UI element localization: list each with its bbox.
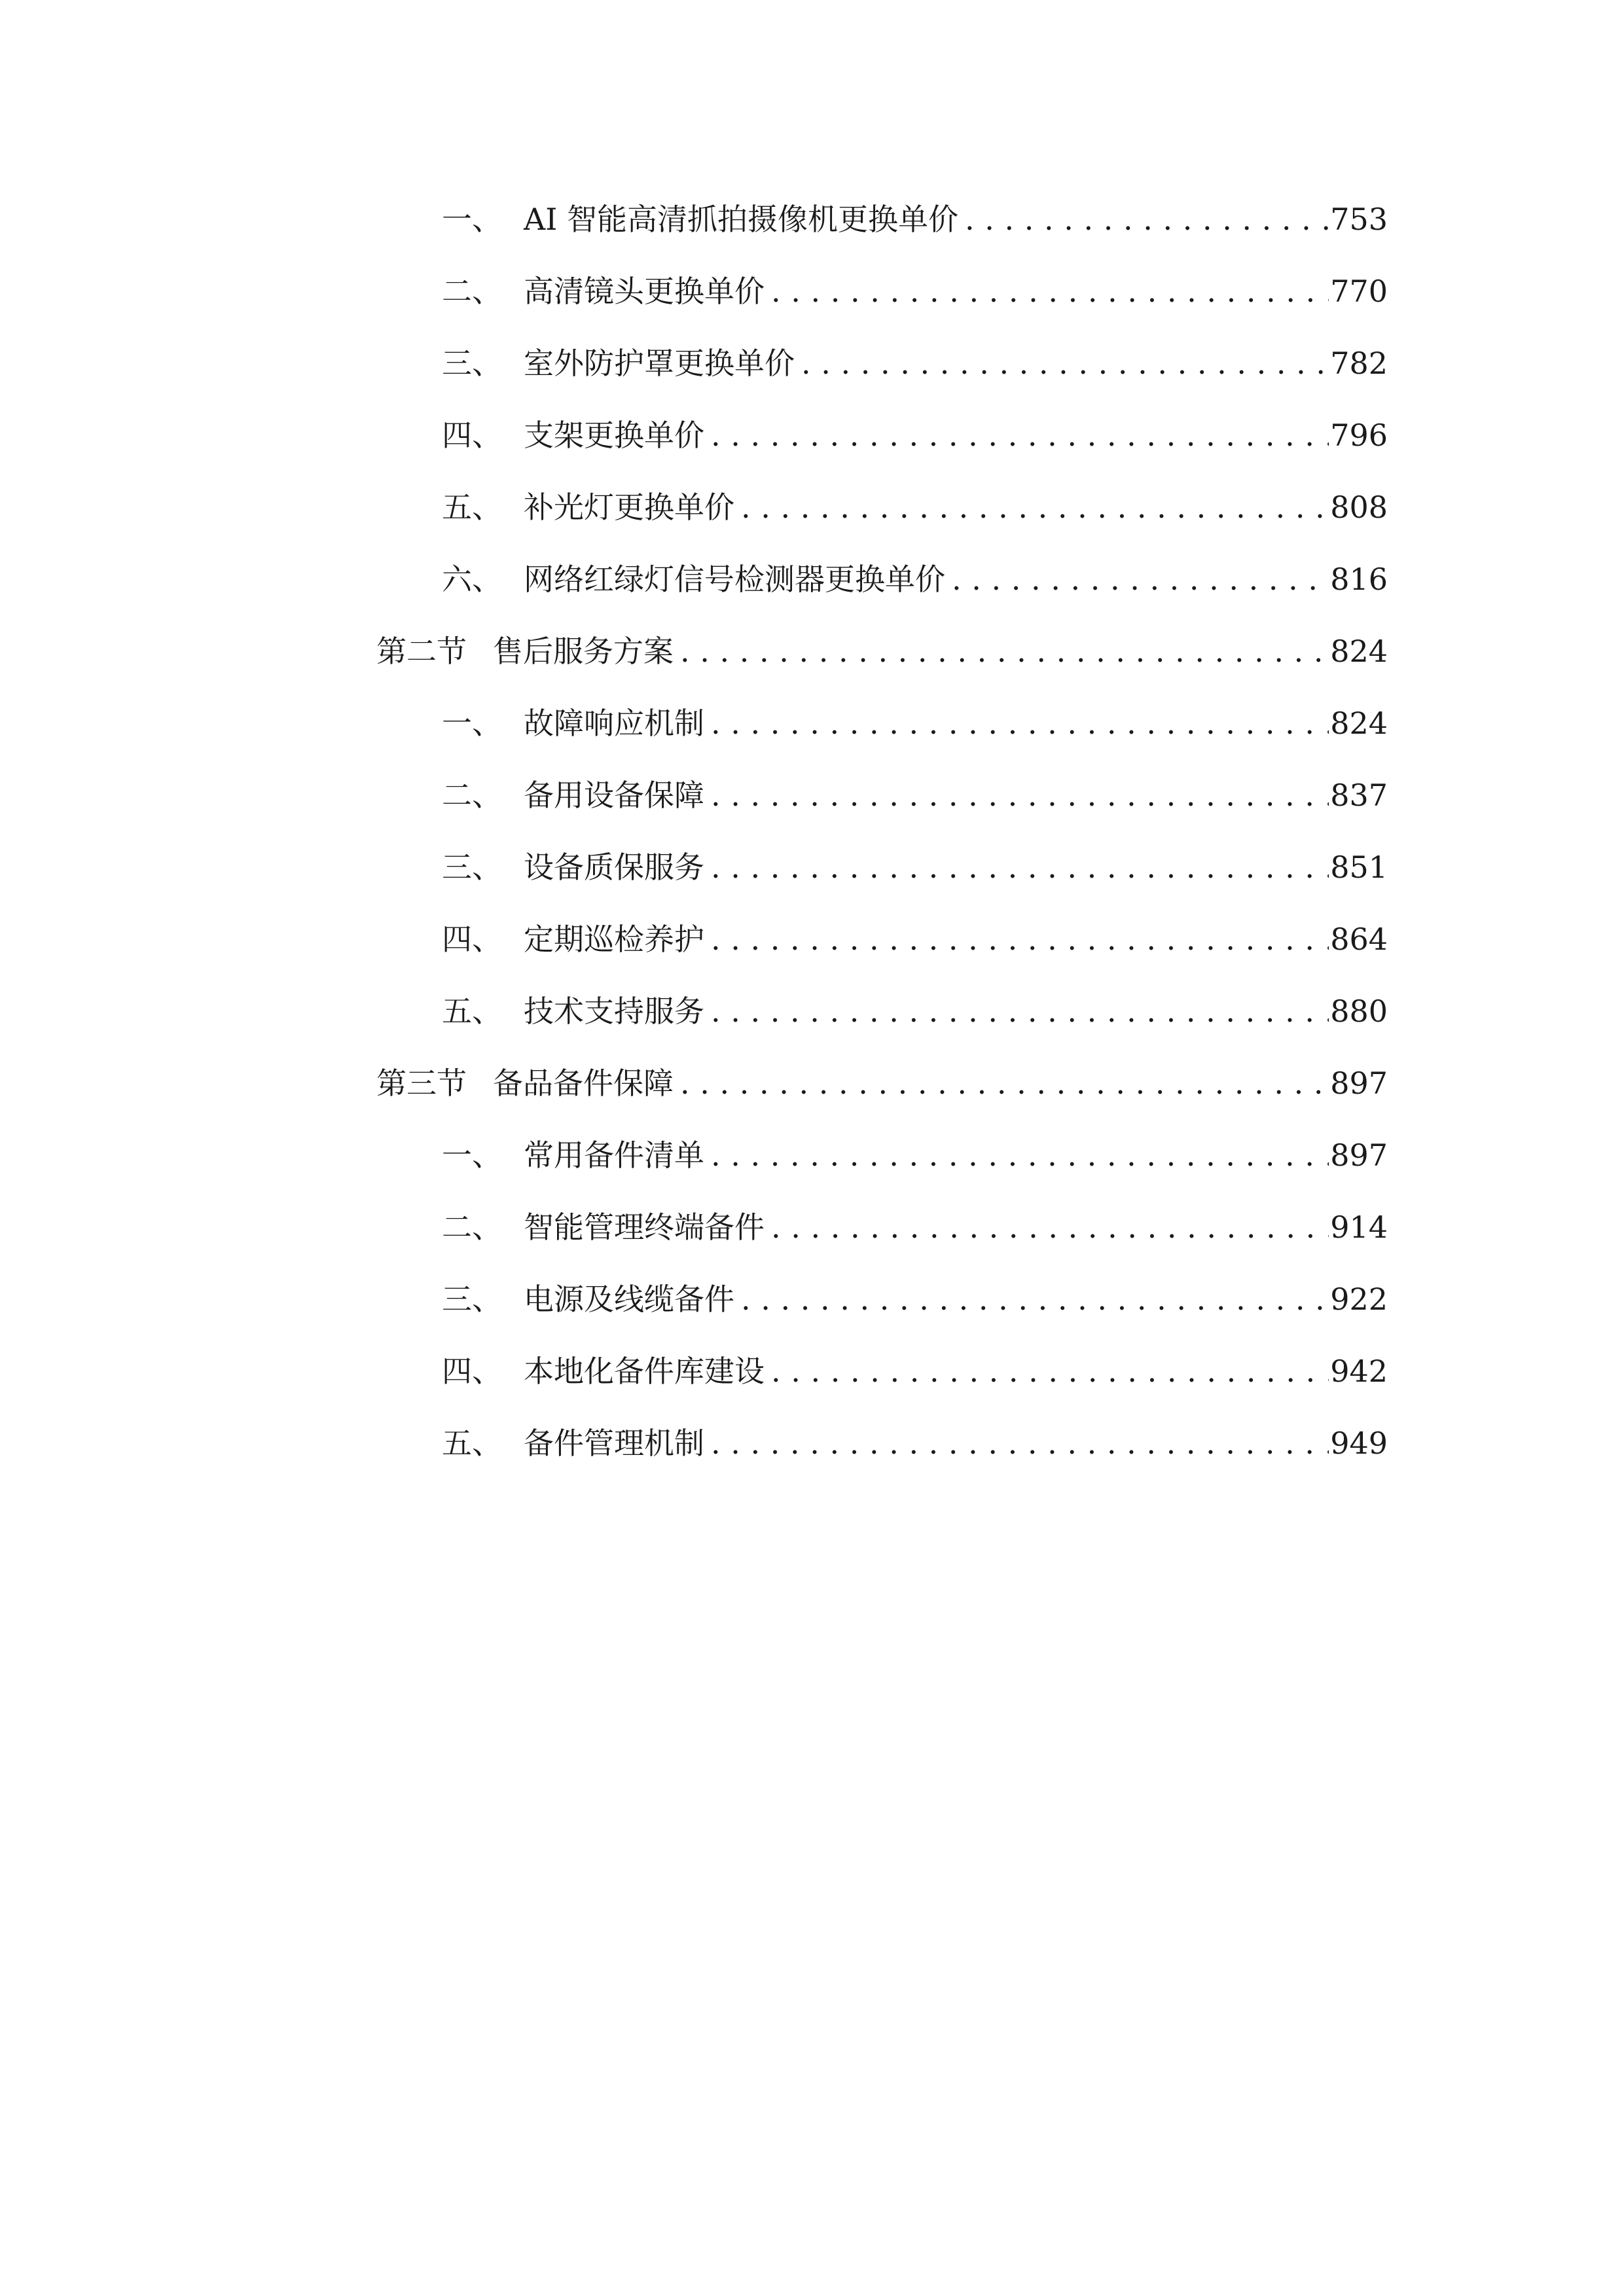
toc-dot-leader — [674, 1068, 1329, 1098]
toc-dot-leader — [958, 204, 1329, 234]
toc-entry-title: 定期巡检养护 — [524, 922, 704, 957]
toc-entry-title: AI 智能高清抓拍摄像机更换单价 — [524, 202, 959, 237]
toc-entry-page: 816 — [1330, 562, 1388, 597]
toc-entry-title: 本地化备件库建设 — [524, 1354, 765, 1389]
toc-entry-title: 智能管理终端备件 — [524, 1210, 765, 1245]
toc-entry-number: 一、 — [442, 706, 502, 741]
toc-entry-number: 四、 — [442, 418, 502, 453]
toc-entry-number: 二、 — [442, 1210, 502, 1245]
table-of-contents — [376, 183, 1388, 1479]
toc-dot-leader — [704, 924, 1329, 954]
toc-entry-title: 高清镜头更换单价 — [524, 274, 765, 309]
toc-dot-leader — [704, 708, 1329, 738]
toc-entry-number: 二、 — [442, 274, 502, 309]
toc-entry[interactable] — [376, 1119, 1388, 1191]
toc-entry[interactable] — [376, 1335, 1388, 1407]
toc-dot-leader — [704, 852, 1329, 882]
toc-entry-number: 三、 — [442, 346, 502, 381]
toc-entry[interactable] — [376, 399, 1388, 471]
toc-dot-leader — [945, 564, 1329, 594]
toc-entry-title: 网络红绿灯信号检测器更换单价 — [524, 562, 945, 597]
toc-entry[interactable] — [376, 1263, 1388, 1335]
toc-entry-page: 949 — [1330, 1426, 1388, 1461]
toc-entry[interactable] — [376, 975, 1388, 1047]
toc-entry[interactable] — [376, 687, 1388, 759]
toc-dot-leader — [734, 1284, 1329, 1314]
toc-section-number: 第三节 — [376, 1066, 467, 1101]
toc-section-entry[interactable] — [376, 615, 1388, 687]
toc-entry-page: 796 — [1330, 418, 1388, 453]
toc-entry-number: 四、 — [442, 1354, 502, 1389]
toc-entry[interactable] — [376, 183, 1388, 255]
toc-entry[interactable] — [376, 1191, 1388, 1263]
toc-entry-number: 四、 — [442, 922, 502, 957]
toc-dot-leader — [734, 492, 1329, 522]
toc-entry[interactable] — [376, 471, 1388, 543]
toc-entry-title: 补光灯更换单价 — [524, 490, 734, 525]
toc-entry[interactable] — [376, 903, 1388, 975]
toc-entry-title: 备件管理机制 — [524, 1426, 704, 1461]
toc-entry-page: 851 — [1330, 850, 1388, 885]
toc-entry-number: 五、 — [442, 490, 502, 525]
toc-entry-page: 942 — [1330, 1354, 1388, 1389]
toc-entry-title: 常用备件清单 — [524, 1138, 704, 1173]
toc-section-entry[interactable] — [376, 1047, 1388, 1119]
toc-entry-page: 770 — [1330, 274, 1388, 309]
toc-dot-leader — [795, 348, 1329, 378]
toc-entry-page: 753 — [1330, 202, 1388, 237]
toc-entry-title: 支架更换单价 — [524, 418, 704, 453]
toc-section-title: 售后服务方案 — [493, 634, 674, 669]
toc-entry-title: 备用设备保障 — [524, 778, 704, 813]
toc-entry-page: 914 — [1330, 1210, 1388, 1245]
toc-entry-number: 五、 — [442, 994, 502, 1029]
toc-entry-page: 922 — [1330, 1282, 1388, 1317]
toc-dot-leader — [765, 1356, 1329, 1386]
toc-entry-title: 技术支持服务 — [524, 994, 704, 1029]
toc-entry-title: 设备质保服务 — [524, 850, 704, 885]
toc-entry-page: 897 — [1330, 1066, 1388, 1101]
toc-dot-leader — [765, 1212, 1329, 1242]
toc-entry-page: 864 — [1330, 922, 1388, 957]
toc-dot-leader — [704, 1140, 1329, 1170]
toc-entry-page: 837 — [1330, 778, 1388, 813]
toc-entry-number: 六、 — [442, 562, 502, 597]
toc-entry-page: 824 — [1330, 634, 1388, 669]
toc-entry-number: 三、 — [442, 850, 502, 885]
toc-dot-leader — [704, 780, 1329, 810]
toc-entry[interactable] — [376, 327, 1388, 399]
toc-dot-leader — [704, 996, 1329, 1026]
toc-dot-leader — [765, 276, 1329, 306]
toc-entry-page: 897 — [1330, 1138, 1388, 1173]
toc-entry-page: 880 — [1330, 994, 1388, 1029]
toc-dot-leader — [704, 420, 1329, 450]
toc-section-title: 备品备件保障 — [493, 1066, 674, 1101]
toc-entry-title: 故障响应机制 — [524, 706, 704, 741]
toc-dot-leader — [674, 636, 1329, 666]
toc-entry-number: 二、 — [442, 778, 502, 813]
toc-entry-page: 824 — [1330, 706, 1388, 741]
toc-entry-title: 室外防护罩更换单价 — [524, 346, 795, 381]
toc-entry[interactable] — [376, 543, 1388, 615]
toc-entry-number: 三、 — [442, 1282, 502, 1317]
toc-dot-leader — [704, 1428, 1329, 1458]
toc-entry[interactable] — [376, 255, 1388, 327]
toc-entry[interactable] — [376, 1407, 1388, 1479]
toc-entry-title: 电源及线缆备件 — [524, 1282, 734, 1317]
toc-entry-number: 一、 — [442, 202, 502, 237]
toc-entry-number: 一、 — [442, 1138, 502, 1173]
toc-entry[interactable] — [376, 759, 1388, 831]
toc-entry-page: 782 — [1330, 346, 1388, 381]
toc-entry-page: 808 — [1330, 490, 1388, 525]
toc-entry[interactable] — [376, 831, 1388, 903]
toc-entry-number: 五、 — [442, 1426, 502, 1461]
toc-section-number: 第二节 — [376, 634, 467, 669]
